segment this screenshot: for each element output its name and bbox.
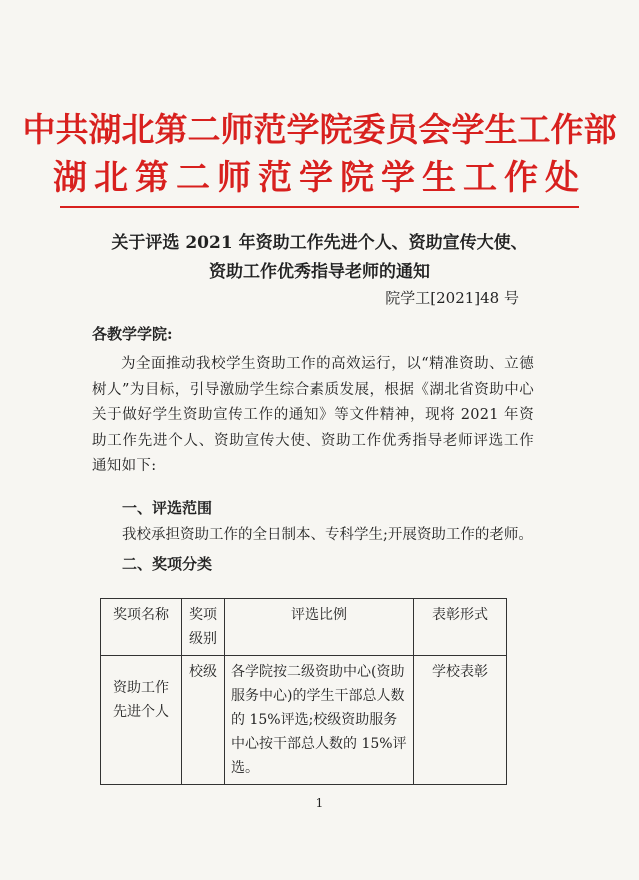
header-org-line-2: 湖北第二师范学院学生工作处	[53, 158, 586, 198]
section-heading-awards: 二、奖项分类	[122, 555, 213, 573]
notice-title-line-1: 关于评选 2021 年资助工作先进个人、资助宣传大使、	[111, 233, 528, 253]
table-row	[101, 656, 507, 785]
table-header: 奖项级别	[182, 599, 225, 656]
document-number: 院学工[2021]48 号	[385, 289, 519, 307]
section-heading-scope: 一、评选范围	[122, 499, 213, 517]
section-text-scope: 我校承担资助工作的全日制本、专科学生;开展资助工作的老师。	[122, 527, 533, 543]
award-table	[100, 598, 507, 785]
table-header: 表彰形式	[414, 599, 507, 656]
salutation: 各教学学院:	[92, 325, 173, 343]
table-header: 评选比例	[225, 599, 414, 656]
table-cell: 资助工作先进个人	[101, 656, 182, 785]
red-divider	[60, 206, 579, 208]
table-cell: 各学院按二级资助中心(资助服务中心)的学生干部总人数的 15%评选;校级资助服务中心按干部总人数的 15%评选。	[225, 656, 414, 785]
table-cell: 校级	[182, 656, 225, 785]
page-number: 1	[315, 796, 324, 810]
header-org-line-1: 中共湖北第二师范学院委员会学生工作部	[22, 110, 617, 149]
intro-paragraph: 为全面推动我校学生资助工作的高效运行，以“精准资助、立德树人”为目标，引导激励学生综合素质发展，根据《湖北省资助中心关于做好学生资助宣传工作的通知》等文件精神，现将 2021 年资助工作先进个人、资助宣传大使、资助工作优秀指导老师评选工作通知如下:	[92, 356, 534, 474]
notice-title-line-2: 资助工作优秀指导老师的通知	[209, 262, 430, 282]
table-header: 奖项名称	[101, 599, 182, 656]
table-header-row	[101, 599, 507, 656]
table-cell: 学校表彰	[414, 656, 507, 785]
